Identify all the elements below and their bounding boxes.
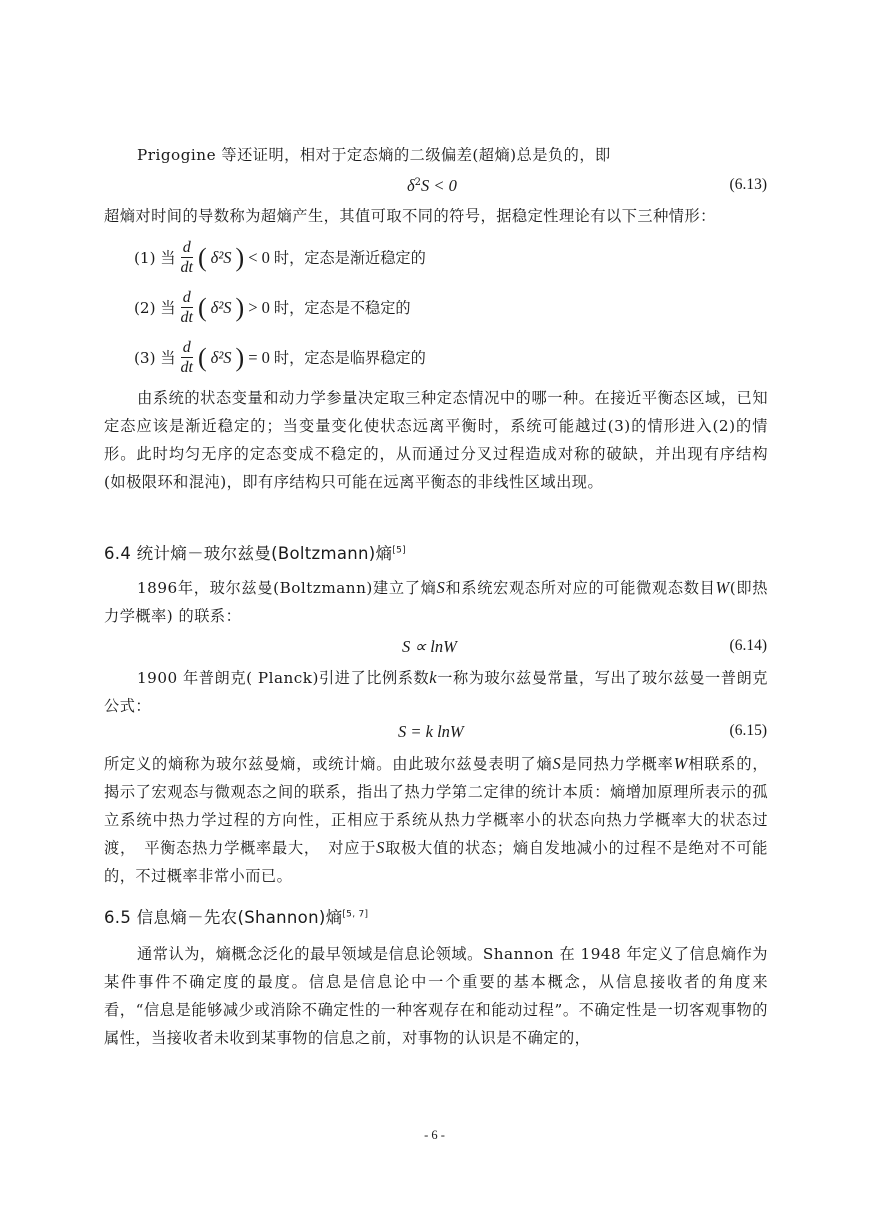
case-1: (1) 当 $\frac{d}{dt}$ ( δ²S ) < 0 时，定态是渐近稳定的 xyxy=(134,239,426,276)
equation-6-15: S = k lnW xyxy=(398,722,464,741)
equation-number-6-14: (6.14) xyxy=(729,637,767,654)
paragraph-super-entropy: 超熵对时间的导数称为超熵产生，其值可取不同的符号，据稳定性理论有以下三种情形： xyxy=(104,207,716,225)
section-heading-6-5: 6.5 信息熵－先农(Shannon)熵[5, 7] xyxy=(104,908,369,927)
equation-number-6-15: (6.15) xyxy=(729,722,767,739)
case-2: (2) 当 $\frac{d}{dt}$ ( δ²S ) > 0 时，定态是不稳定的 xyxy=(134,289,411,326)
derivative-fraction: $\frac{d}{dt}$ xyxy=(180,239,193,276)
paragraph-planck: 1900 年普朗克( Planck)引进了比例系数k一称为玻尔兹曼常量，写出了玻尔兹曼一普朗克公式： xyxy=(104,668,768,715)
paragraph-stability: 由系统的状态变量和动力学参量决定取三种定态情况中的哪一种。在接近平衡态区域，已知定态应该是渐近稳定的；当变量变化使状态远离平衡时，系统可能越过(3)的情形进入(2)的情形。此时均匀无序的定态变成不稳定的，从而通过分叉过程造成对称的破缺，并出现有序结构(如极限环和混沌)，即有序结构只可能在远离平衡态的非线性区域出现。 xyxy=(104,389,768,491)
paragraph-prigogine: Prigogine 等还证明，相对于定态熵的二级偏差(超熵)总是负的，即 xyxy=(137,146,611,164)
paragraph-statistical-entropy: 所定义的熵称为玻尔兹曼熵，或统计熵。由此玻尔兹曼表明了熵S是同热力学概率W相联系的，揭示了宏观态与微观态之间的联系，指出了热力学第二定律的统计本质：熵增加原理所表示的孤立系统中热力学过程的方向性，正相应于系统从热力学概率小的状态向热力学概率大的状态过渡， 平衡态热力学概率最大， 对应于S取极大值的状态；熵自发地减小的过程不是绝对不可能的，不过概率非常小而已。 xyxy=(104,754,769,885)
page-number: - 6 - xyxy=(424,1128,445,1142)
equation-6-13: $\delta^2S < 0$ xyxy=(407,176,457,195)
derivative-fraction: $\frac{d}{dt}$ xyxy=(180,339,193,376)
derivative-fraction: $\frac{d}{dt}$ xyxy=(180,289,193,326)
case-3: (3) 当 $\frac{d}{dt}$ ( δ²S ) = 0 时，定态是临界稳定的 xyxy=(134,339,426,376)
equation-6-14: S ∝ lnW xyxy=(402,637,457,656)
equation-number-6-13: (6.13) xyxy=(729,176,767,193)
section-heading-6-4: 6.4 统计熵－玻尔兹曼(Boltzmann)熵[5] xyxy=(104,544,406,563)
paragraph-shannon: 通常认为，熵概念泛化的最早领域是信息论领域。Shannon 在 1948 年定义了信息熵作为某件事件不确定度的最度。信息是信息论中一个重要的基本概念，从信息接收者的角度来看，“信息是能够减少或消除不确定性的一种客观存在和能动过程”。不确定性是一切客观事物的属性，当接收者未收到某事物的信息之前，对事物的认识是不确定的， xyxy=(104,945,768,1047)
paragraph-boltzmann: 1896年，玻尔兹曼(Boltzmann)建立了熵S和系统宏观态所对应的可能微观态数目W(即热力学概率) 的联系： xyxy=(104,578,768,625)
